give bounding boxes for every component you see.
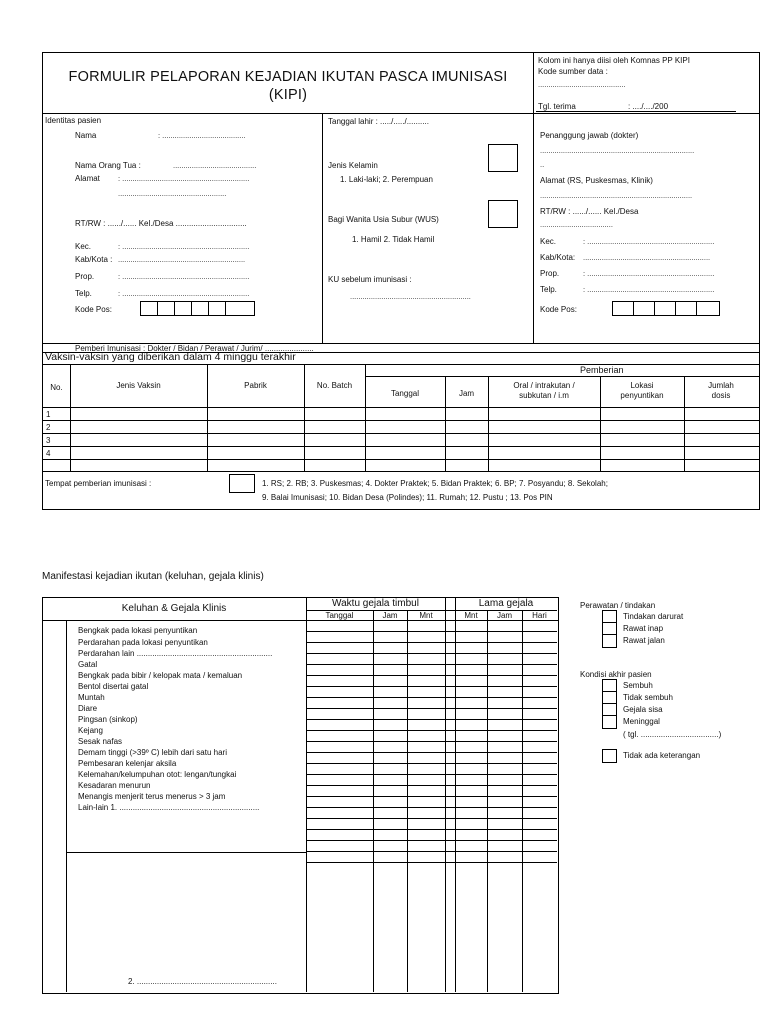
symptom-item: Perdarahan pada lokasi penyuntikan xyxy=(78,638,208,647)
symptom-item: Kejang xyxy=(78,726,103,735)
tempat-options-2: 9. Balai Imunisasi; 10. Bidan Desa (Polindes); 11. Rumah; 12. Pustu ; 13. Pos PIN xyxy=(262,493,553,502)
sub-jam-2: Jam xyxy=(496,611,513,620)
kode-sumber-label: Kode sumber data : xyxy=(538,67,608,76)
form-title-line1: FORMULIR PELAPORAN KEJADIAN IKUTAN PASCA IMUNISASI xyxy=(68,69,508,85)
vaksin-row-2: 2 xyxy=(46,423,51,432)
nama-field[interactable]: : ........................................ xyxy=(158,131,246,140)
penanggung-jawab-label: Penanggung jawab (dokter) xyxy=(540,131,639,140)
symptom-item: Pembesaran kelenjar aksila xyxy=(78,759,177,768)
perawatan-heading: Perawatan / tindakan xyxy=(580,601,656,610)
right-telp-label: Telp. xyxy=(540,285,557,294)
right-kec-field[interactable]: : ............................................................. xyxy=(583,237,715,246)
sub-tanggal: Tanggal xyxy=(325,611,354,620)
meninggal-tgl-field[interactable]: ( tgl. ...................................) xyxy=(623,730,722,739)
symptom-item: Bengkak pada lokasi penyuntikan xyxy=(78,626,198,635)
identitas-heading: Identitas pasien xyxy=(45,116,102,125)
right-kec-label: Kec. xyxy=(540,237,557,246)
symptom-item: Kesadaran menurun xyxy=(78,781,151,790)
ku-field[interactable]: .......................................................... xyxy=(350,292,471,301)
col-oral-line1: Oral / intrakutan / xyxy=(513,381,575,390)
form-title xyxy=(45,68,531,104)
symptom-item: Demam tinggi (>39º C) lebih dari satu hari xyxy=(78,748,227,757)
kondisi-option: Tidak sembuh xyxy=(623,693,673,702)
col-no-batch: No. Batch xyxy=(316,381,353,390)
perawatan-option: Rawat jalan xyxy=(623,636,665,645)
telp-field[interactable]: : ............................................................. xyxy=(118,289,250,298)
kondisi-option: Meninggal xyxy=(623,717,660,726)
alamat-rs-label: Alamat (RS, Puskesmas, Klinik) xyxy=(540,176,653,185)
form-title-line2: (KIPI) xyxy=(268,87,308,103)
tempat-label: Tempat pemberian imunisasi : xyxy=(45,479,152,488)
col-pabrik: Pabrik xyxy=(244,381,267,390)
vaksin-row-3: 3 xyxy=(46,436,51,445)
waktu-header: Waktu gejala timbul xyxy=(332,598,419,609)
symptom-item: Kelemahan/kelumpuhan otot: lengan/tungkai xyxy=(78,770,237,779)
col-oral xyxy=(488,381,600,401)
right-kab-field[interactable]: ............................................................. xyxy=(583,253,711,262)
symptom-item: Sesak nafas xyxy=(78,737,123,746)
telp-label: Telp. xyxy=(75,289,92,298)
perawatan-option: Rawat inap xyxy=(623,624,664,633)
perawatan-option: Tindakan darurat xyxy=(623,612,684,621)
prop-label: Prop. xyxy=(75,272,95,281)
col-jumlah-line2: dosis xyxy=(711,391,731,400)
tgl-terima-field[interactable]: : ..../..../200 xyxy=(628,102,669,111)
jenis-kelamin-label: Jenis Kelamin xyxy=(328,161,378,170)
col-lokasi-line2: penyuntikan xyxy=(620,391,664,400)
nama-ortu-field[interactable]: ........................................ xyxy=(173,161,257,170)
right-telp-field[interactable]: : ............................................................. xyxy=(583,285,715,294)
alamat-field[interactable]: : ............................................................. xyxy=(118,174,250,183)
col-lokasi xyxy=(600,381,684,401)
col-jenis-vaksin: Jenis Vaksin xyxy=(116,381,161,390)
symptom-item: Perdarahan lain ............................................................. xyxy=(78,649,273,658)
kec-label: Kec. xyxy=(75,242,92,251)
pemberi-imunisasi[interactable]: Pemberi Imunisasi : Dokter / Bidan / Perawat / Jurim/ ...................... xyxy=(75,344,314,353)
symptom-item: Muntah xyxy=(78,693,105,702)
lama-header: Lama gejala xyxy=(478,598,534,609)
keluhan-header: Keluhan & Gejala Klinis xyxy=(121,603,227,614)
alamat-label: Alamat xyxy=(75,174,100,183)
tgl-lahir-field[interactable]: Tanggal lahir : ...../...../.......... xyxy=(328,117,429,126)
sub-mnt-2: Mnt xyxy=(464,611,478,620)
right-rtrw-field[interactable]: RT/RW : ....../...... Kel./Desa xyxy=(540,207,639,216)
kab-label: Kab/Kota : xyxy=(75,255,113,264)
prop-field[interactable]: : ............................................................. xyxy=(118,272,250,281)
kode-sumber-field[interactable]: .......................................... xyxy=(538,80,626,89)
vaksin-heading: Vaksin-vaksin yang diberikan dalam 4 minggu terakhir xyxy=(45,351,296,363)
kec-field[interactable]: : ............................................................. xyxy=(118,242,250,251)
symptom-item: Lain-lain 1. ............................................................... xyxy=(78,803,260,812)
col-jam: Jam xyxy=(458,389,475,398)
kode-pos-label: Kode Pos: xyxy=(75,305,112,314)
sub-hari: Hari xyxy=(532,611,547,620)
sub-mnt: Mnt xyxy=(419,611,433,620)
kab-field[interactable]: ............................................................. xyxy=(118,255,246,264)
col-lokasi-line1: Lokasi xyxy=(630,381,654,390)
jenis-kelamin-options: 1. Laki-laki; 2. Perempuan xyxy=(340,175,433,184)
kolom-note: Kolom ini hanya diisi oleh Komnas PP KIPI xyxy=(538,56,690,65)
tidak-ada-label: Tidak ada keterangan xyxy=(623,751,701,760)
right-kode-pos-label: Kode Pos: xyxy=(540,305,577,314)
jenis-kelamin-box[interactable] xyxy=(488,144,518,172)
col-jumlah xyxy=(684,381,758,401)
nama-label: Nama xyxy=(75,131,97,140)
ku-label: KU sebelum imunisasi : xyxy=(328,275,412,284)
kondisi-checkbox[interactable] xyxy=(602,715,617,729)
vaksin-row-4: 4 xyxy=(46,449,51,458)
symptom-item: Menangis menjerit terus menerus > 3 jam xyxy=(78,792,226,801)
sub-jam: Jam xyxy=(382,611,398,620)
alamat-rs-field[interactable]: ......................................................................... xyxy=(540,191,693,200)
penanggung-jawab-field-2[interactable]: .. xyxy=(540,160,545,169)
right-rtrw-dots[interactable]: ................................... xyxy=(540,220,613,229)
wus-options: 1. Hamil 2. Tidak Hamil xyxy=(352,235,435,244)
tempat-box[interactable] xyxy=(229,474,255,493)
col-oral-line2: subkutan / i.m xyxy=(519,391,569,400)
symptom-item: Bengkak pada bibir / kelopak mata / kemaluan xyxy=(78,671,243,680)
penanggung-jawab-field[interactable]: .......................................................................... xyxy=(540,146,695,155)
right-prop-field[interactable]: : ............................................................. xyxy=(583,269,715,278)
col-tanggal: Tanggal xyxy=(390,389,420,398)
wus-label: Bagi Wanita Usia Subur (WUS) xyxy=(328,215,439,224)
manifest-heading: Manifestasi kejadian ikutan (keluhan, gejala klinis) xyxy=(42,571,264,582)
tidak-ada-checkbox[interactable] xyxy=(602,749,617,763)
nama-ortu-label: Nama Orang Tua : xyxy=(75,161,141,170)
right-kab-label: Kab/Kota: xyxy=(540,253,576,262)
symptom-item: Pingsan (sinkop) xyxy=(78,715,138,724)
alamat-field-2[interactable]: .................................................... xyxy=(118,189,227,198)
symptom-item: Gatal xyxy=(78,660,98,669)
col-jumlah-line1: Jumlah xyxy=(708,381,734,390)
kondisi-option: Gejala sisa xyxy=(623,705,663,714)
tempat-options-1: 1. RS; 2. RB; 3. Puskesmas; 4. Dokter Praktek; 5. Bidan Praktek; 6. BP; 7. Posyandu; 8. Sekolah; xyxy=(262,479,608,488)
rtrw-field[interactable]: RT/RW : ....../...... Kel./Desa ................................ xyxy=(75,219,247,228)
right-prop-label: Prop. xyxy=(540,269,560,278)
kondisi-heading: Kondisi akhir pasien xyxy=(580,670,652,679)
symptom-item: Bentol disertai gatal xyxy=(78,682,149,691)
perawatan-checkbox[interactable] xyxy=(602,634,617,648)
kondisi-option: Sembuh xyxy=(623,681,653,690)
wus-box[interactable] xyxy=(488,200,518,228)
pemberian-header: Pemberian xyxy=(580,365,624,375)
symptom-item-lain-2: 2. ............................................................... xyxy=(128,977,277,986)
symptom-item: Diare xyxy=(78,704,98,713)
col-no: No. xyxy=(50,383,63,392)
vaksin-row-1: 1 xyxy=(46,410,51,419)
tgl-terima-label: Tgl. terima xyxy=(538,102,576,111)
